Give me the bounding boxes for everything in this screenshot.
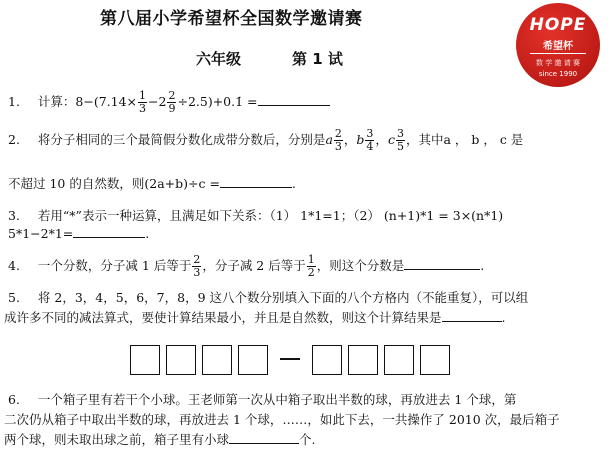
hope-cup-logo <box>516 3 600 87</box>
q5-number: 5. <box>8 290 20 305</box>
q2-answer-blank[interactable] <box>220 177 292 188</box>
minus-sign <box>280 358 300 360</box>
digit-box-5[interactable] <box>312 345 342 375</box>
q1-frac-2: $\frac{2}{9}$ <box>168 89 176 115</box>
q2-frac-2: $\frac{3}{4}$ <box>366 127 374 153</box>
digit-box-2[interactable] <box>166 345 196 375</box>
digit-box-6[interactable] <box>348 345 378 375</box>
q4-answer-blank[interactable] <box>404 259 480 270</box>
digit-box-4[interactable] <box>238 345 268 375</box>
q3-text: 若用“*”表示一种运算，且满足如下关系：（1） 1*1=1；（2） (n+1)*1 = 3×(n*1) <box>37 208 504 223</box>
question-6-line-3 <box>4 430 316 448</box>
q1-number: 1. <box>8 94 20 109</box>
question-5-line-2: 成许多不同的减法算式，要使计算结果最小，并且是自然数，则这个计算结果是 . <box>4 310 506 325</box>
question-4: 4. 一个分数，分子减 1 后等于 $\frac{2}{3}$ ，分子减 2 后等于 $\frac{1}{2}$ ，则这个分数是 . <box>8 253 485 279</box>
q1-frac-1: $\frac{1}{3}$ <box>139 89 147 115</box>
q2-text-a: 将分子相同的三个最简假分数化成带分数后，分别是 <box>37 132 326 147</box>
q2-text-b: ，其中 <box>405 132 444 147</box>
question-3-line-2: 5*1−2*1= . <box>8 226 150 241</box>
q3-line2: 5*1−2*1= <box>8 226 74 241</box>
q6-unit: 个. <box>299 432 316 447</box>
digit-box-7[interactable] <box>384 345 414 375</box>
q3-number: 3. <box>8 208 20 223</box>
question-2-line-2: 不超过 10 的自然数，则(2a+b)÷c = . <box>8 176 296 191</box>
logo-sub: 数 学 邀 请 赛 <box>536 59 580 67</box>
question-6-line-2 <box>4 410 560 428</box>
page-title: 第八届小学希望杯全国数学邀请赛 <box>100 9 363 29</box>
q1-answer-blank[interactable] <box>258 95 330 106</box>
q4-text-c: ，则这个分数是 <box>316 258 405 273</box>
digit-box-8[interactable] <box>420 345 450 375</box>
q4-number: 4. <box>8 258 20 273</box>
q2-line2-a: 不超过 10 的自然数，则 <box>8 176 145 191</box>
q4-text-a: 一个分数，分子减 1 后等于 <box>37 258 192 273</box>
round-label: 第 1 试 <box>292 50 343 68</box>
q6-number: 6. <box>8 392 20 407</box>
q6-line2: 二次仍从箱子中取出半数的球，再放进去 1 个球，……，如此下去，一共操作了 2010 次，最后箱子 <box>4 412 560 427</box>
q1-text: 计算：8−(7.14× <box>37 94 138 109</box>
q6-line1: 一个箱子里有若干个小球。王老师第一次从中箱子取出半数的球，再放进去 1 个球，第 <box>37 392 517 407</box>
question-3 <box>8 206 503 224</box>
logo-cn: 希望杯 <box>543 41 573 52</box>
q4-frac-1: $\frac{2}{3}$ <box>193 253 201 279</box>
q4-frac-2: $\frac{1}{2}$ <box>307 253 315 279</box>
q2-frac-3: $\frac{3}{5}$ <box>396 127 404 153</box>
q4-text-b: ，分子减 2 后等于 <box>202 258 306 273</box>
q2-line2-b: (2a+b)÷c = <box>144 176 220 191</box>
q5-answer-blank[interactable] <box>442 311 502 322</box>
logo-since: since 1990 <box>538 70 578 78</box>
q1-end: ÷2.5)+0.1̇ = <box>177 94 258 109</box>
grade-label: 六年级 <box>196 50 242 68</box>
q2-vars: a ， b ， c 是 <box>443 132 524 147</box>
question-1 <box>8 90 330 115</box>
q2-number: 2. <box>8 132 20 147</box>
q5-line2: 成许多不同的减法算式，要使计算结果最小，并且是自然数，则这个计算结果是 <box>4 310 442 325</box>
q2-frac-1: $\frac{2}{3}$ <box>334 127 342 153</box>
q6-line3: 两个球，则未取出球之前，箱子里有小球 <box>4 432 230 447</box>
digit-box-3[interactable] <box>202 345 232 375</box>
q3-answer-blank[interactable] <box>73 227 145 238</box>
question-2: 2. 将分子相同的三个最简假分数化成带分数后，分别是a $\frac{2}{3}$ ，b $\frac{3}{4}$ ，c $\frac{3}{5}$ ，其中a ， b ， c 是 <box>8 127 524 153</box>
digit-box-1[interactable] <box>130 345 160 375</box>
logo-brand: HOPE <box>529 15 587 35</box>
question-5 <box>8 288 528 306</box>
q6-answer-blank[interactable] <box>229 433 299 444</box>
q1-mid: −2 <box>148 94 167 109</box>
q5-line1: 将 2，3，4，5，6，7，8，9 这八个数分别填入下面的八个方格内（不能重复），可以组 <box>37 290 529 305</box>
logo-divider <box>530 53 586 54</box>
question-6 <box>8 390 516 408</box>
